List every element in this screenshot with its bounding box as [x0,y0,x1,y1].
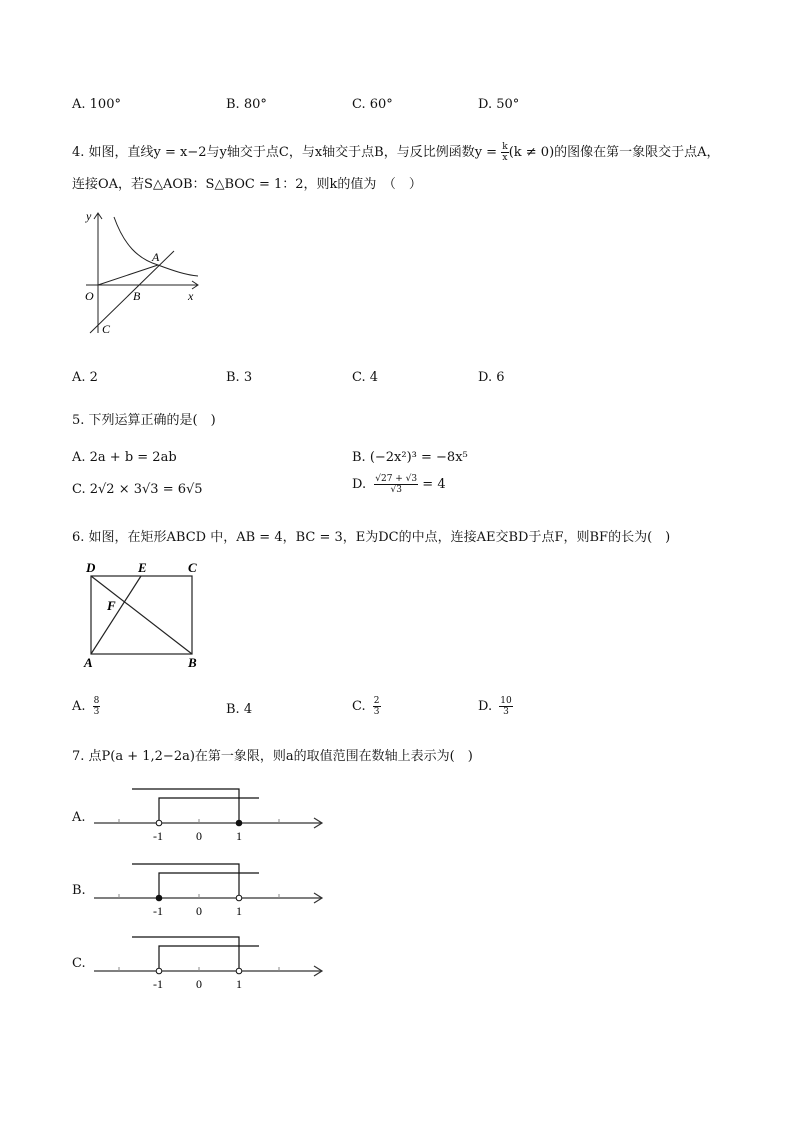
q7-number-line-a [90,785,330,845]
q6-label-a: A [84,655,93,670]
q7-c-bracket-left [132,937,239,971]
q6-option-c-den: 3 [373,707,380,717]
q4-graph-figure [78,205,208,340]
q6-label-c: C [188,560,197,575]
q6-option-a-den: 3 [93,707,100,717]
q6-label-e: E [138,560,147,575]
q4-option-d: D. 6 [478,370,505,385]
q7-option-b-label: B. [72,883,86,898]
q7-stem: 7. 点P(a + 1,2−2a)在第一象限，则a的取值范围在数轴上表示为( ) [72,749,473,764]
q4-label-a: A [152,250,160,264]
q6-option-c-fraction [373,696,381,717]
q7-b-open-point [236,895,242,901]
q7-a-bracket-right [159,798,259,823]
q7-c-tick-label: -1 [153,977,163,991]
q6-option-c [352,696,381,717]
q5-stem: 5. 下列运算正确的是( ) [72,413,216,428]
q7-a-tick-label: -1 [153,829,163,843]
q6-label-b: B [188,655,197,670]
q3-option-b: B. 80° [226,97,267,112]
q6-option-a-fraction [93,696,101,717]
q6-stem: 6. 如图，在矩形ABCD 中，AB = 4，BC = 3，E为DC的中点，连接AE交BD于点F，则BF的长为( ) [72,530,671,545]
q7-a-bracket-left [132,789,239,823]
q7-c-tick-label: 0 [196,977,202,991]
q7-option-a-label: A. [72,810,86,825]
q7-b-tick-label: -1 [153,904,163,918]
q6-label-f: F [107,598,116,613]
q4-stem-line1 [72,141,720,163]
q5-option-b: B. (−2x²)³ = −8x⁵ [352,450,468,465]
q6-option-a-num: 8 [93,696,100,706]
q4-label-b: B [133,289,141,303]
q4-option-b: B. 3 [226,370,253,385]
q4-fraction-den: x [502,153,508,163]
q3-option-a: A. 100° [72,97,121,112]
q5-option-d-fraction [374,474,418,495]
q7-a-tick-label: 1 [236,829,242,843]
q7-a-closed-point [236,820,242,826]
q5-option-d [352,474,446,495]
q5-option-d-den: √3 [390,485,402,495]
q7-b-tick-label: 1 [236,904,242,918]
q7-number-line-c [90,931,330,991]
q6-option-d [478,696,513,717]
q7-b-closed-point [156,895,162,901]
q6-option-c-prefix: C. [352,699,366,714]
q7-c-tick-label: 1 [236,977,242,991]
q6-diagonal-bd [91,576,192,654]
q6-option-d-fraction [499,696,512,717]
q5-option-d-num: √27 + √3 [375,474,418,484]
q6-option-a-prefix: A. [72,699,86,714]
q4-option-c: C. 4 [352,370,379,385]
q7-b-bracket-left [132,864,239,898]
q4-option-a: A. 2 [72,370,98,385]
q7-a-tick-label: 0 [196,829,202,843]
q5-option-d-prefix: D. [352,477,367,492]
q4-line-bc [90,251,174,333]
q7-c-bracket-right [159,946,259,971]
q6-option-d-den: 3 [503,707,509,717]
q4-stem-text-2: (k ≠ 0)的图像在第一象限交于点A， [508,145,720,160]
q6-segment-ae [91,576,141,654]
q7-a-open-point [156,820,162,826]
q6-option-a [72,696,100,717]
q7-b-tick-label: 0 [196,904,202,918]
q4-stem-line2: 连接OA，若S△AOB：S△BOC = 1：2，则k的值为 （ ） [72,177,422,192]
q4-label-o: O [85,289,94,303]
q6-option-b: B. 4 [226,702,253,717]
q4-label-y: y [86,209,92,223]
q7-c-open-point [236,968,242,974]
q6-option-c-num: 2 [373,696,380,706]
q4-fraction [501,142,508,163]
q4-stem-text: 4. 如图，直线y = x−2与y轴交于点C，与x轴交于点B，与反比例函数y = [72,145,502,160]
q6-label-d: D [86,560,96,575]
q7-c-open-point [156,968,162,974]
q3-option-d: D. 50° [478,97,520,112]
q3-option-c: C. 60° [352,97,393,112]
q4-label-c: C [102,322,111,336]
q7-number-line-b [90,858,330,918]
q6-option-d-prefix: D. [478,699,493,714]
q5-option-a: A. 2a + b = 2ab [72,450,177,465]
q4-label-x: x [188,289,194,303]
q5-option-c: C. 2√2 × 3√3 = 6√5 [72,482,203,497]
q5-option-d-suffix: = 4 [422,477,446,492]
q6-option-d-num: 10 [500,696,512,706]
q7-b-bracket-right [159,873,259,898]
q4-fraction-num: k [502,142,508,152]
q4-hyperbola [114,217,198,276]
q6-rectangle-figure [82,558,207,673]
q7-option-c-label: C. [72,956,86,971]
